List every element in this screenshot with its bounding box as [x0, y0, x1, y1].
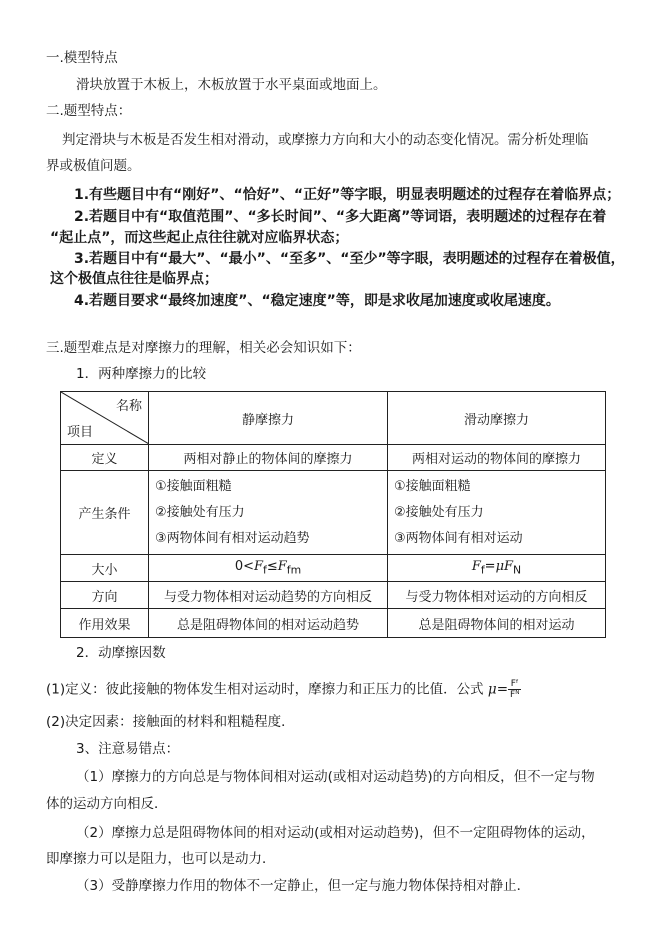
error-2-line-2: 即摩擦力可以是阻力，也可以是动力．: [46, 851, 276, 867]
effect-kinetic: 总是阻碍物体间的相对运动: [388, 609, 606, 638]
section-2-para-line-1: 判定滑块与木板是否发生相对滑动，或摩擦力方向和大小的动态变化情况。需分析处理临: [62, 132, 589, 148]
section-2-para-line-2: 界或极值问题。: [46, 158, 141, 174]
error-3: （3）受静摩擦力作用的物体不一定静止，但一定与施力物体保持相对静止．: [76, 878, 531, 894]
subsection-2-title: 2．动摩擦因数: [76, 645, 166, 661]
row-header-direction: 方向: [61, 582, 149, 609]
formula-denominator: Fᴺ: [510, 690, 520, 700]
section-1-body: 滑块放置于木板上，木板放置于水平桌面或地面上。: [76, 77, 387, 93]
error-1-line-2: 体的运动方向相反．: [46, 796, 168, 812]
magnitude-static-F2: F: [277, 559, 287, 575]
table-corner-cell: [61, 392, 149, 445]
formula-fraction: [508, 679, 521, 700]
conditions-static: [149, 471, 388, 555]
magnitude-kinetic-muF: μF: [495, 559, 514, 575]
col-header-static: 静摩擦力: [149, 392, 388, 445]
row-header-magnitude: 大小: [61, 555, 149, 582]
cond-kinetic-1: ①接触面粗糙: [394, 478, 471, 494]
cond-static-3: ③两物体间有相对运动趋势: [155, 530, 310, 546]
point-4: 4.若题目要求“最终加速度”、“稳定速度”等，即是求收尾加速度或收尾速度。: [74, 293, 560, 309]
corner-name-label: 名称: [115, 399, 142, 414]
cond-static-2: ②接触处有压力: [155, 504, 245, 520]
magnitude-static-fm-sub: fm: [286, 563, 302, 577]
magnitude-kinetic-eq: =: [484, 559, 496, 575]
formula-lhs: μ=: [487, 681, 509, 698]
friction-comparison-table: [60, 391, 606, 638]
magnitude-static-F: F: [254, 559, 264, 575]
magnitude-kinetic-f-sub: f: [480, 563, 485, 577]
subsection-3-title: 3、注意易错点：: [76, 741, 180, 757]
magnitude-kinetic-n-sub: N: [513, 563, 522, 577]
section-1-title: 一.模型特点: [46, 50, 118, 66]
direction-kinetic: 与受力物体相对运动的方向相反: [388, 582, 606, 609]
point-2-line-2: “起止点”，而这些起止点往往就对应临界状态；: [50, 230, 349, 246]
point-2-line-1: 2.若题目中有“取值范围”、“多长时间”、“多大距离”等词语，表明题述的过程存在着: [74, 209, 607, 225]
conditions-kinetic: [388, 471, 606, 555]
row-header-effect: 作用效果: [61, 609, 149, 638]
row-header-conditions: 产生条件: [61, 471, 149, 555]
definition-text: (1)定义：彼此接触的物体发生相对运动时，摩擦力和正压力的比值．公式: [46, 681, 484, 698]
cond-static-1: ①接触面粗糙: [155, 478, 232, 494]
error-2-line-1: （2）摩擦力总是阻碍物体间的相对运动(或相对运动趋势)，但不一定阻碍物体的运动，: [76, 825, 595, 841]
subsection-1-title: 1．两种摩擦力的比较: [76, 366, 207, 382]
error-1-line-1: （1）摩擦力的方向总是与物体间相对运动(或相对运动趋势)的方向相反，但不一定与物: [76, 769, 595, 785]
point-3-line-2: 这个极值点往往是临界点；: [50, 271, 218, 287]
cond-kinetic-2: ②接触处有压力: [394, 504, 484, 520]
row-header-definition: 定义: [61, 445, 149, 471]
def-static: 两相对静止的物体间的摩擦力: [149, 445, 388, 471]
formula-numerator: Fᶠ: [508, 679, 521, 690]
effect-static: 总是阻碍物体间的相对运动趋势: [149, 609, 388, 638]
determining-factors: (2)决定因素：接触面的材料和粗糙程度．: [46, 714, 295, 730]
point-3-line-1: 3.若题目中有“最大”、“最小”、“至多”、“至少”等字眼，表明题述的过程存在着极值，: [74, 251, 625, 267]
magnitude-static-le: ≤: [266, 559, 278, 575]
corner-item-label: 项目: [67, 425, 94, 440]
point-1: 1.有些题目中有“刚好”、“恰好”、“正好”等字眼，明显表明题述的过程存在着临界点；: [74, 187, 621, 203]
section-2-title: 二.题型特点：: [46, 103, 132, 119]
col-header-kinetic: 滑动摩擦力: [388, 392, 606, 445]
magnitude-kinetic: [388, 555, 606, 582]
definition-line: [46, 679, 521, 700]
magnitude-kinetic-F: F: [471, 559, 481, 575]
section-3-title: 三.题型难点是对摩擦力的理解，相关必会知识如下：: [46, 340, 361, 356]
magnitude-static-f-sub: f: [263, 563, 267, 577]
magnitude-static-prefix: 0<: [234, 559, 254, 575]
cond-kinetic-3: ③两物体间有相对运动: [394, 530, 523, 546]
magnitude-static: [149, 555, 388, 582]
direction-static: 与受力物体相对运动趋势的方向相反: [149, 582, 388, 609]
def-kinetic: 两相对运动的物体间的摩擦力: [388, 445, 606, 471]
